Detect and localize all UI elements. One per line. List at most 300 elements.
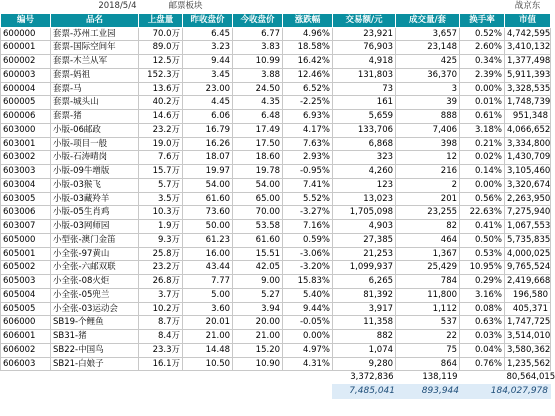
table-cell[interactable]: 1,074 [333, 343, 396, 357]
table-cell[interactable]: 5.7万 [139, 178, 183, 192]
table-cell[interactable]: 1,235,562 [505, 357, 551, 371]
table-cell[interactable]: 10.90 [233, 357, 283, 371]
table-cell[interactable]: 161 [333, 96, 396, 110]
table-cell[interactable]: 26.8万 [139, 275, 183, 289]
table-cell[interactable]: 600000 [1, 27, 51, 41]
table-cell[interactable]: 3.16% [460, 288, 505, 302]
table-cell[interactable]: 小版-03藏羚羊 [51, 192, 139, 206]
table-cell[interactable]: 61.60 [233, 233, 283, 247]
table-cell[interactable]: 1,367 [396, 247, 460, 261]
table-cell[interactable]: 3.23 [183, 41, 233, 55]
table-cell[interactable]: 6,868 [333, 137, 396, 151]
table-cell[interactable]: 3.83 [233, 41, 283, 55]
table-cell[interactable]: 201 [396, 192, 460, 206]
table-cell[interactable]: 9,280 [333, 357, 396, 371]
table-cell[interactable]: 18.60 [233, 151, 283, 165]
table-cell[interactable]: 600004 [1, 82, 51, 96]
table-row[interactable] [1, 27, 551, 41]
table-cell[interactable]: -3.06% [283, 247, 333, 261]
table-cell[interactable]: 套票-苏州工业园 [51, 27, 139, 41]
table-cell[interactable]: 0.56% [460, 192, 505, 206]
table-cell[interactable]: 27,385 [333, 233, 396, 247]
table-cell[interactable]: 3.5万 [139, 192, 183, 206]
table-cell[interactable]: 70.0万 [139, 27, 183, 41]
table-cell[interactable]: 3,334,800 [505, 137, 551, 151]
table-cell[interactable]: 2.93% [283, 151, 333, 165]
table-cell[interactable]: 537 [396, 316, 460, 330]
table-cell[interactable]: 605002 [1, 261, 51, 275]
table-cell[interactable]: 6.93% [283, 110, 333, 124]
column-header[interactable]: 今收盘价 [233, 13, 283, 27]
table-cell[interactable]: 4,000,025 [505, 247, 551, 261]
board-label: 邮票板块 [168, 1, 203, 11]
table-cell[interactable]: 0.50% [460, 233, 505, 247]
table-row[interactable] [1, 178, 551, 192]
table-cell[interactable]: 5.27 [233, 288, 283, 302]
table-cell[interactable]: 小版-05生肖鸡 [51, 206, 139, 220]
table-cell[interactable]: 1,705,098 [333, 206, 396, 220]
table-cell[interactable]: 43.44 [183, 261, 233, 275]
table-cell[interactable]: 3 [396, 82, 460, 96]
table-cell[interactable]: 606001 [1, 330, 51, 344]
total-cap: 80,564,015 [506, 372, 555, 383]
table-cell[interactable]: 605001 [1, 247, 51, 261]
column-header[interactable]: 交易额/元 [333, 13, 396, 27]
table-cell[interactable]: 8.7万 [139, 316, 183, 330]
table-cell[interactable]: 0.00% [460, 82, 505, 96]
table-cell[interactable]: 0.21% [460, 137, 505, 151]
table-cell[interactable]: 23,255 [396, 206, 460, 220]
table-row[interactable] [1, 110, 551, 124]
table-cell[interactable]: 53.58 [233, 220, 283, 234]
table-cell[interactable]: 套票-木兰从军 [51, 55, 139, 69]
table-cell[interactable]: 小全张-97黄山 [51, 247, 139, 261]
table-cell[interactable]: 4.31% [283, 357, 333, 371]
table-cell[interactable]: 23,148 [396, 41, 460, 55]
table-cell[interactable]: 600002 [1, 55, 51, 69]
table-cell[interactable]: 152.3万 [139, 68, 183, 82]
table-cell[interactable]: 17.49 [233, 123, 283, 137]
table-row[interactable] [1, 41, 551, 55]
table-cell[interactable]: 603003 [1, 165, 51, 179]
table-cell[interactable]: 3,320,674 [505, 178, 551, 192]
grand-total-volume: 893,944 [421, 386, 460, 396]
table-cell[interactable]: 605004 [1, 288, 51, 302]
table-cell[interactable]: 套票-城头山 [51, 96, 139, 110]
table-cell[interactable]: 9.44% [283, 302, 333, 316]
table-cell[interactable]: 605003 [1, 275, 51, 289]
table-cell[interactable]: 19.97 [183, 165, 233, 179]
table-cell[interactable]: 17.50 [233, 137, 283, 151]
table-cell[interactable]: 7,275,940 [505, 206, 551, 220]
table-cell[interactable]: 54.00 [233, 178, 283, 192]
table-cell[interactable]: 5.52% [283, 192, 333, 206]
table-cell[interactable]: 21.00 [233, 330, 283, 344]
table-cell[interactable]: 9.3万 [139, 233, 183, 247]
table-cell[interactable]: 9.44 [183, 55, 233, 69]
table-cell[interactable]: 7.63% [283, 137, 333, 151]
table-cell[interactable]: 76,903 [333, 41, 396, 55]
table-cell[interactable]: 133,706 [333, 123, 396, 137]
table-cell[interactable]: 0.01% [460, 96, 505, 110]
table-cell[interactable]: 0.08% [460, 302, 505, 316]
empty-cell [139, 385, 183, 399]
table-cell[interactable]: 82 [396, 220, 460, 234]
table-cell[interactable]: 22.63% [460, 206, 505, 220]
column-header[interactable]: 市值 [505, 13, 551, 27]
table-cell[interactable]: 小全张-03运动会 [51, 302, 139, 316]
table-cell[interactable]: 15.83% [283, 275, 333, 289]
table-cell[interactable]: 603002 [1, 151, 51, 165]
table-cell[interactable]: 3.60 [183, 302, 233, 316]
table-cell[interactable]: 14.48 [183, 343, 233, 357]
table-cell[interactable]: 0.61% [460, 110, 505, 124]
table-cell[interactable]: 2.60% [460, 41, 505, 55]
table-cell[interactable]: 196,580 [505, 288, 551, 302]
table-cell[interactable]: 15.20 [233, 343, 283, 357]
table-cell[interactable]: 16.79 [183, 123, 233, 137]
table-cell[interactable]: 25.8万 [139, 247, 183, 261]
total-trade: 3,372,836 [350, 372, 394, 383]
table-cell[interactable]: 0.29% [460, 275, 505, 289]
table-cell[interactable]: 405,371 [505, 302, 551, 316]
table-cell[interactable]: 11,358 [333, 316, 396, 330]
table-cell[interactable]: -2.25% [283, 96, 333, 110]
table-cell[interactable]: 7.6万 [139, 151, 183, 165]
table-cell[interactable]: 0.53% [460, 247, 505, 261]
table-row[interactable] [1, 330, 551, 344]
table-cell[interactable]: 4,742,595 [505, 27, 551, 41]
table-cell[interactable]: 888 [396, 110, 460, 124]
table-cell[interactable]: 0.02% [460, 151, 505, 165]
table-row[interactable] [1, 165, 551, 179]
column-header[interactable]: 上盘量 [139, 13, 183, 27]
table-cell[interactable]: 65.00 [233, 192, 283, 206]
table-cell[interactable]: 3.94 [233, 302, 283, 316]
table-cell[interactable]: 21,253 [333, 247, 396, 261]
grand-totals-row [1, 385, 551, 399]
table-cell[interactable]: 0.59% [283, 233, 333, 247]
table-cell[interactable]: 6.77 [233, 27, 283, 41]
table-cell[interactable]: 5,659 [333, 110, 396, 124]
table-cell[interactable]: 23,921 [333, 27, 396, 41]
table-cell[interactable]: 606000 [1, 316, 51, 330]
table-cell[interactable]: 20.00 [233, 316, 283, 330]
table-cell[interactable]: 882 [333, 330, 396, 344]
table-cell[interactable]: 603007 [1, 220, 51, 234]
table-cell[interactable]: 6.48 [233, 110, 283, 124]
table-cell[interactable]: 13.6万 [139, 82, 183, 96]
table-cell[interactable]: 15.7万 [139, 165, 183, 179]
table-cell[interactable]: 套票-国际空间年 [51, 41, 139, 55]
table-cell[interactable]: 2,419,668 [505, 275, 551, 289]
table-cell[interactable]: 951,348 [505, 110, 551, 124]
table-cell[interactable]: -0.95% [283, 165, 333, 179]
table-cell[interactable]: 16.00 [183, 247, 233, 261]
table-cell[interactable]: 8.4万 [139, 330, 183, 344]
table-cell[interactable]: 6.52% [283, 82, 333, 96]
table-cell[interactable]: 73.60 [183, 206, 233, 220]
table-cell[interactable]: 小全张-05兜兰 [51, 288, 139, 302]
table-cell[interactable]: 4.97% [283, 343, 333, 357]
table-cell[interactable]: 15.51 [233, 247, 283, 261]
table-cell[interactable]: 73 [333, 82, 396, 96]
table-cell[interactable]: 1.9万 [139, 220, 183, 234]
table-row[interactable] [1, 233, 551, 247]
table-cell[interactable]: 40.2万 [139, 96, 183, 110]
column-header[interactable]: 编号 [1, 13, 51, 27]
table-cell[interactable]: 11,800 [396, 288, 460, 302]
table-cell[interactable]: 13,023 [333, 192, 396, 206]
table-row[interactable] [1, 343, 551, 357]
table-cell[interactable]: 套票-猪 [51, 110, 139, 124]
empty-cell [1, 371, 51, 385]
table-cell[interactable]: 19.78 [233, 165, 283, 179]
table-cell[interactable]: 784 [396, 275, 460, 289]
table-cell[interactable]: 23.3万 [139, 343, 183, 357]
table-cell[interactable]: 605005 [1, 302, 51, 316]
table-cell[interactable]: 216 [396, 165, 460, 179]
table-cell[interactable]: 6.45 [183, 27, 233, 41]
empty-cell [283, 385, 333, 399]
table-cell[interactable]: 54.00 [183, 178, 233, 192]
table-cell[interactable]: 16.1万 [139, 357, 183, 371]
table-cell[interactable]: 3.88 [233, 68, 283, 82]
table-cell[interactable]: 10.99 [233, 55, 283, 69]
table-cell[interactable]: 600005 [1, 96, 51, 110]
table-row[interactable] [1, 206, 551, 220]
table-cell[interactable]: 39 [396, 96, 460, 110]
table-cell[interactable]: 19.0万 [139, 137, 183, 151]
table-cell[interactable]: 23.2万 [139, 123, 183, 137]
table-row[interactable] [1, 316, 551, 330]
date-label: 2018/5/4 [98, 1, 137, 11]
table-cell[interactable]: 20.01 [183, 316, 233, 330]
table-row[interactable] [1, 192, 551, 206]
table-cell[interactable]: 7.16% [283, 220, 333, 234]
table-cell[interactable]: 2,263,950 [505, 192, 551, 206]
table-cell[interactable]: 5.00 [183, 288, 233, 302]
table-cell[interactable]: 42.05 [233, 261, 283, 275]
table-cell[interactable]: 小版-09牛增版 [51, 165, 139, 179]
table-cell[interactable]: 4,066,652 [505, 123, 551, 137]
table-cell[interactable]: 4,903 [333, 220, 396, 234]
table-cell[interactable]: 605000 [1, 233, 51, 247]
table-cell[interactable]: 套票-马 [51, 82, 139, 96]
grand-total-cap: 184,027,978 [460, 385, 551, 399]
table-cell[interactable]: 603004 [1, 178, 51, 192]
table-cell[interactable]: 1,067,553 [505, 220, 551, 234]
grand-total-trade: 7,485,041 [349, 386, 396, 396]
table-cell[interactable]: 4.45 [183, 96, 233, 110]
table-cell[interactable]: 0.34% [460, 55, 505, 69]
table-cell[interactable]: SB22-中国鸟 [51, 343, 139, 357]
table-cell[interactable]: -3.27% [283, 206, 333, 220]
column-header[interactable]: 品名 [51, 13, 139, 27]
table-cell[interactable]: 89.0万 [139, 41, 183, 55]
column-header[interactable]: 昨收盘价 [183, 13, 233, 27]
table-cell[interactable]: 1,112 [396, 302, 460, 316]
table-cell[interactable]: 0.41% [460, 220, 505, 234]
table-cell[interactable]: 小全张-08火炬 [51, 275, 139, 289]
table-cell[interactable]: 7.77 [183, 275, 233, 289]
table-cell[interactable]: 21.00 [183, 330, 233, 344]
table-cell[interactable]: 123 [333, 178, 396, 192]
empty-cell [139, 371, 183, 385]
table-cell[interactable]: 606003 [1, 357, 51, 371]
table-cell[interactable]: 16.26 [183, 137, 233, 151]
table-row[interactable] [1, 55, 551, 69]
table-cell[interactable]: 3.45 [183, 68, 233, 82]
table-cell[interactable]: 603006 [1, 206, 51, 220]
table-cell[interactable]: 12.5万 [139, 55, 183, 69]
table-cell[interactable]: 12 [396, 151, 460, 165]
table-cell[interactable]: 1,099,937 [333, 261, 396, 275]
table-cell[interactable]: 398 [396, 137, 460, 151]
table-cell[interactable]: 4.17% [283, 123, 333, 137]
table-cell[interactable]: 3.18% [460, 123, 505, 137]
table-cell[interactable]: 0.14% [460, 165, 505, 179]
table-cell[interactable]: 12.46% [283, 68, 333, 82]
table-cell[interactable]: 4.96% [283, 27, 333, 41]
table-row[interactable] [1, 247, 551, 261]
table-cell[interactable]: SB31-猪 [51, 330, 139, 344]
table-cell[interactable]: 3,657 [396, 27, 460, 41]
table-cell[interactable]: 10.3万 [139, 206, 183, 220]
table-row[interactable] [1, 82, 551, 96]
table-cell[interactable]: 3,105,460 [505, 165, 551, 179]
table-row[interactable] [1, 357, 551, 371]
table-cell[interactable]: 10.50 [183, 357, 233, 371]
empty-cell [460, 371, 505, 385]
table-cell[interactable]: 7,406 [396, 123, 460, 137]
table-cell[interactable]: 2 [396, 178, 460, 192]
table-cell[interactable]: 23.2万 [139, 261, 183, 275]
table-cell[interactable]: 9,765,524 [505, 261, 551, 275]
table-row[interactable] [1, 151, 551, 165]
table-row[interactable] [1, 261, 551, 275]
table-cell[interactable]: 9.00 [233, 275, 283, 289]
table-cell[interactable]: 5,911,393 [505, 68, 551, 82]
table-cell[interactable]: 4.35 [233, 96, 283, 110]
table-cell[interactable]: 10.95% [460, 261, 505, 275]
table-cell[interactable]: 600001 [1, 41, 51, 55]
table-cell[interactable]: 131,803 [333, 68, 396, 82]
table-cell[interactable]: 600003 [1, 68, 51, 82]
table-cell[interactable]: 603001 [1, 137, 51, 151]
table-cell[interactable]: SB19-个鲤鱼 [51, 316, 139, 330]
table-cell[interactable]: 小型张-澳门金笛 [51, 233, 139, 247]
table-cell[interactable]: 小版-石涛晴岗 [51, 151, 139, 165]
empty-cell [183, 371, 233, 385]
table-cell[interactable]: 323 [333, 151, 396, 165]
table-cell[interactable]: 23.00 [183, 82, 233, 96]
table-row[interactable] [1, 137, 551, 151]
table-cell[interactable]: 600006 [1, 110, 51, 124]
table-cell[interactable]: 3,917 [333, 302, 396, 316]
column-header[interactable]: 涨跌幅 [283, 13, 333, 27]
table-cell[interactable]: 24.50 [233, 82, 283, 96]
table-cell[interactable]: 1,377,498 [505, 55, 551, 69]
table-row[interactable] [1, 302, 551, 316]
table-cell[interactable]: 864 [396, 357, 460, 371]
table-cell[interactable]: 4,918 [333, 55, 396, 69]
table-cell[interactable]: 3,580,362 [505, 343, 551, 357]
table-cell[interactable]: 70.00 [233, 206, 283, 220]
column-header[interactable]: 成交量/套 [396, 13, 460, 27]
table-row[interactable] [1, 96, 551, 110]
table-cell[interactable]: 606002 [1, 343, 51, 357]
table-cell[interactable]: 603005 [1, 192, 51, 206]
table-cell[interactable]: 18.58% [283, 41, 333, 55]
table-cell[interactable]: 5.40% [283, 288, 333, 302]
table-cell[interactable]: 50.00 [183, 220, 233, 234]
table-cell[interactable]: 3,410,132 [505, 41, 551, 55]
table-cell[interactable]: 5,735,835 [505, 233, 551, 247]
table-cell[interactable]: -3.20% [283, 261, 333, 275]
table-cell[interactable]: 75 [396, 343, 460, 357]
table-cell[interactable]: 3,328,535 [505, 82, 551, 96]
table-cell[interactable]: 16.42% [283, 55, 333, 69]
table-row[interactable] [1, 288, 551, 302]
table-cell[interactable]: 0.04% [460, 343, 505, 357]
table-row[interactable] [1, 123, 551, 137]
table-cell[interactable]: 425 [396, 55, 460, 69]
empty-cell [233, 371, 283, 385]
table-cell[interactable]: 6.06 [183, 110, 233, 124]
table-cell[interactable]: 603000 [1, 123, 51, 137]
table-cell[interactable]: 1,748,739 [505, 96, 551, 110]
table-cell[interactable]: 18.07 [183, 151, 233, 165]
table-cell[interactable]: 81,392 [333, 288, 396, 302]
table-cell[interactable]: 36,370 [396, 68, 460, 82]
column-header[interactable]: 换手率 [460, 13, 505, 27]
table-cell[interactable]: 464 [396, 233, 460, 247]
table-row[interactable] [1, 68, 551, 82]
table-cell[interactable]: 1,430,709 [505, 151, 551, 165]
table-cell[interactable]: 2.39% [460, 68, 505, 82]
table-cell[interactable]: SB21-白娘子 [51, 357, 139, 371]
table-cell[interactable]: 3.7万 [139, 288, 183, 302]
table-cell[interactable]: 小全张-六邮双联 [51, 261, 139, 275]
table-cell[interactable]: 小版-06邮政 [51, 123, 139, 137]
table-cell[interactable]: 0.03% [460, 330, 505, 344]
table-cell[interactable]: 22 [396, 330, 460, 344]
table-cell[interactable]: 0.00% [460, 178, 505, 192]
table-cell[interactable]: 61.23 [183, 233, 233, 247]
table-cell[interactable]: 14.6万 [139, 110, 183, 124]
table-cell[interactable]: 小版-03猴飞 [51, 178, 139, 192]
table-cell[interactable]: 0.52% [460, 27, 505, 41]
table-cell[interactable]: 7.41% [283, 178, 333, 192]
table-cell[interactable]: 小版-项目一般 [51, 137, 139, 151]
table-cell[interactable]: 10.2万 [139, 302, 183, 316]
table-cell[interactable]: 0.00% [283, 330, 333, 344]
table-cell[interactable]: 25,429 [396, 261, 460, 275]
table-cell[interactable]: 套票-妈祖 [51, 68, 139, 82]
table-cell[interactable]: 4,260 [333, 165, 396, 179]
table-cell[interactable]: 6,265 [333, 275, 396, 289]
table-cell[interactable]: 1,747,725 [505, 316, 551, 330]
table-row[interactable] [1, 220, 551, 234]
table-cell[interactable]: 0.63% [460, 316, 505, 330]
table-cell[interactable]: 61.60 [183, 192, 233, 206]
table-row[interactable] [1, 275, 551, 289]
table-cell[interactable]: 小版-03网师园 [51, 220, 139, 234]
table-cell[interactable]: 3,514,010 [505, 330, 551, 344]
table-cell[interactable]: 0.76% [460, 357, 505, 371]
table-cell[interactable]: -0.05% [283, 316, 333, 330]
